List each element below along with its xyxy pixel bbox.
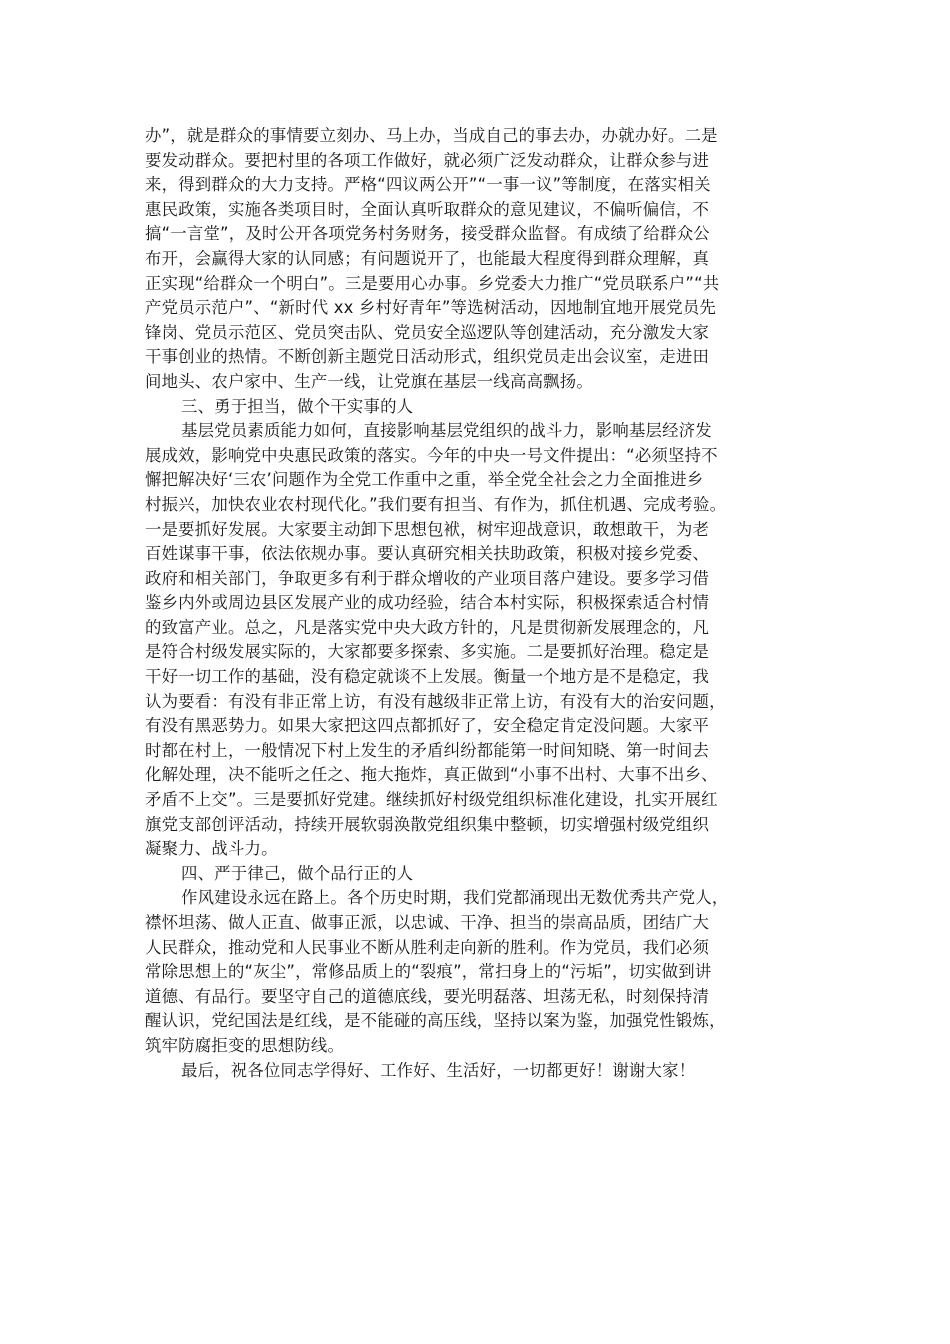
text-line: 锋岗、党员示范区、党员突击队、党员安全巡逻队等创建活动，充分激发大家 bbox=[145, 322, 710, 342]
text-line: 四、严于律己，做个品行正的人 bbox=[181, 863, 414, 883]
text-line: 间地头、农户家中、生产一线，让党旗在基层一线高高飘扬。 bbox=[145, 371, 593, 391]
text-line: 鉴乡内外或周边县区发展产业的成功经验，结合本村实际，积极探索适合村情 bbox=[145, 593, 710, 613]
text-line: 展成效，影响党中央惠民政策的落实。今年的中央一号文件提出：“必须坚持不 bbox=[145, 445, 718, 465]
text-line: 有没有黑恶势力。如果大家把这四点都抓好了，安全稳定肯定没问题。大家平 bbox=[145, 716, 710, 736]
text-line: 干好一切工作的基础，没有稳定就谈不上发展。衡量一个地方是不是稳定，我 bbox=[145, 667, 710, 687]
text-line: 搞“一言堂”，及时公开各项党务村务财务，接受群众监督。有成绩了给群众公 bbox=[145, 224, 710, 244]
text-line: 化解处理，决不能听之任之、拖大拖炸，真正做到“小事不出村、大事不出乡、 bbox=[145, 765, 718, 785]
text-line: 一是要抓好发展。大家要主动卸下思想包袱，树牢迎战意识，敢想敢干，为老 bbox=[145, 519, 710, 539]
text-line: 懈把解决好‘三农’问题作为全党工作重中之重，举全党全社会之力全面推进乡 bbox=[145, 470, 704, 490]
text-line: 百姓谋事干事，依法依规办事。要认真研究相关扶助政策，积极对接乡党委、 bbox=[145, 544, 710, 564]
text-line: 办”，就是群众的事情要立刻办、马上办，当成自己的事去办，办就办好。二是 bbox=[145, 126, 718, 145]
text-line: 产党员示范户”、“新时代 xx 乡村好青年”等选树活动，因地制宜地开展党员先 bbox=[145, 298, 717, 318]
text-line: 人民群众，推动党和人民事业不断从胜利走向新的胜利。作为党员，我们必须 bbox=[145, 937, 710, 957]
text-line: 要发动群众。要把村里的各项工作做好，就必须广泛发动群众，让群众参与进 bbox=[145, 150, 710, 170]
text-line: 正实现“给群众一个明白”。三是要用心办事。乡党委大力推广“党员联系户”“共 bbox=[145, 273, 720, 293]
text-line: 作风建设永远在路上。各个历史时期，我们党都涌现出无数优秀共产党人， bbox=[181, 888, 729, 908]
text-line: 惠民政策，实施各类项目时，全面认真听取群众的意见建议，不偏听偏信，不 bbox=[145, 199, 710, 219]
text-line: 常除思想上的“灰尘”，常修品质上的“裂痕”，常扫身上的“污垢”，切实做到讲 bbox=[145, 962, 712, 982]
text-line: 三、勇于担当，做个干实事的人 bbox=[181, 396, 414, 416]
text-line: 布开，会赢得大家的认同感；有问题说开了，也能最大程度得到群众理解，真 bbox=[145, 248, 710, 268]
text-line: 道德、有品行。要坚守自己的道德底线，要光明磊落、坦荡无私，时刻保持清 bbox=[145, 986, 710, 1006]
text-line: 筑牢防腐拒变的思想防线。 bbox=[145, 1035, 345, 1055]
text-line: 基层党员素质能力如何，直接影响基层党组织的战斗力，影响基层经济发 bbox=[181, 421, 712, 441]
text-line: 政府和相关部门，争取更多有利于群众增收的产业项目落户建设。要多学习借 bbox=[145, 568, 710, 588]
text-line: 最后，祝各位同志学得好、工作好、生活好，一切都更好！谢谢大家！ bbox=[181, 1060, 696, 1080]
text-line: 旗党支部创评活动，持续开展软弱涣散党组织集中整顿，切实增强村级党组织 bbox=[145, 814, 710, 834]
text-line: 认为要看：有没有非正常上访，有没有越级非正常上访，有没有大的治安问题， bbox=[145, 691, 726, 711]
text-line: 是符合村级发展实际的，大家都要多探索、多实施。二是要抓好治理。稳定是 bbox=[145, 642, 710, 662]
text-line: 的致富产业。总之，凡是落实党中央大政方针的，凡是贯彻新发展理念的，凡 bbox=[145, 617, 710, 637]
document-body bbox=[145, 124, 807, 1083]
text-line: 襟怀坦荡、做人正直、做事正派，以忠诚、干净、担当的崇高品质，团结广大 bbox=[145, 913, 710, 932]
text-line: 时都在村上，一般情况下村上发生的矛盾纠纷都能第一时间知晓、第一时间去 bbox=[145, 740, 710, 760]
text-line: 村振兴，加快农业农村现代化。”我们要有担当、有作为，抓住机遇、完成考验。 bbox=[145, 494, 727, 514]
text-line: 凝聚力、战斗力。 bbox=[145, 839, 278, 859]
text-line: 来，得到群众的大力支持。严格“四议两公开”“一事一议”等制度，在落实相关 bbox=[145, 175, 711, 195]
text-line: 醒认识，党纪国法是红线，是不能碰的高压线，坚持以案为鉴，加强党性锻炼， bbox=[145, 1011, 726, 1031]
text-line: 干事创业的热情。不断创新主题党日活动形式，组织党员走出会议室，走进田 bbox=[145, 347, 710, 367]
text-line: 矛盾不上交”。三是要抓好党建。继续抓好村级党组织标准化建设，扎实开展红 bbox=[145, 790, 718, 810]
